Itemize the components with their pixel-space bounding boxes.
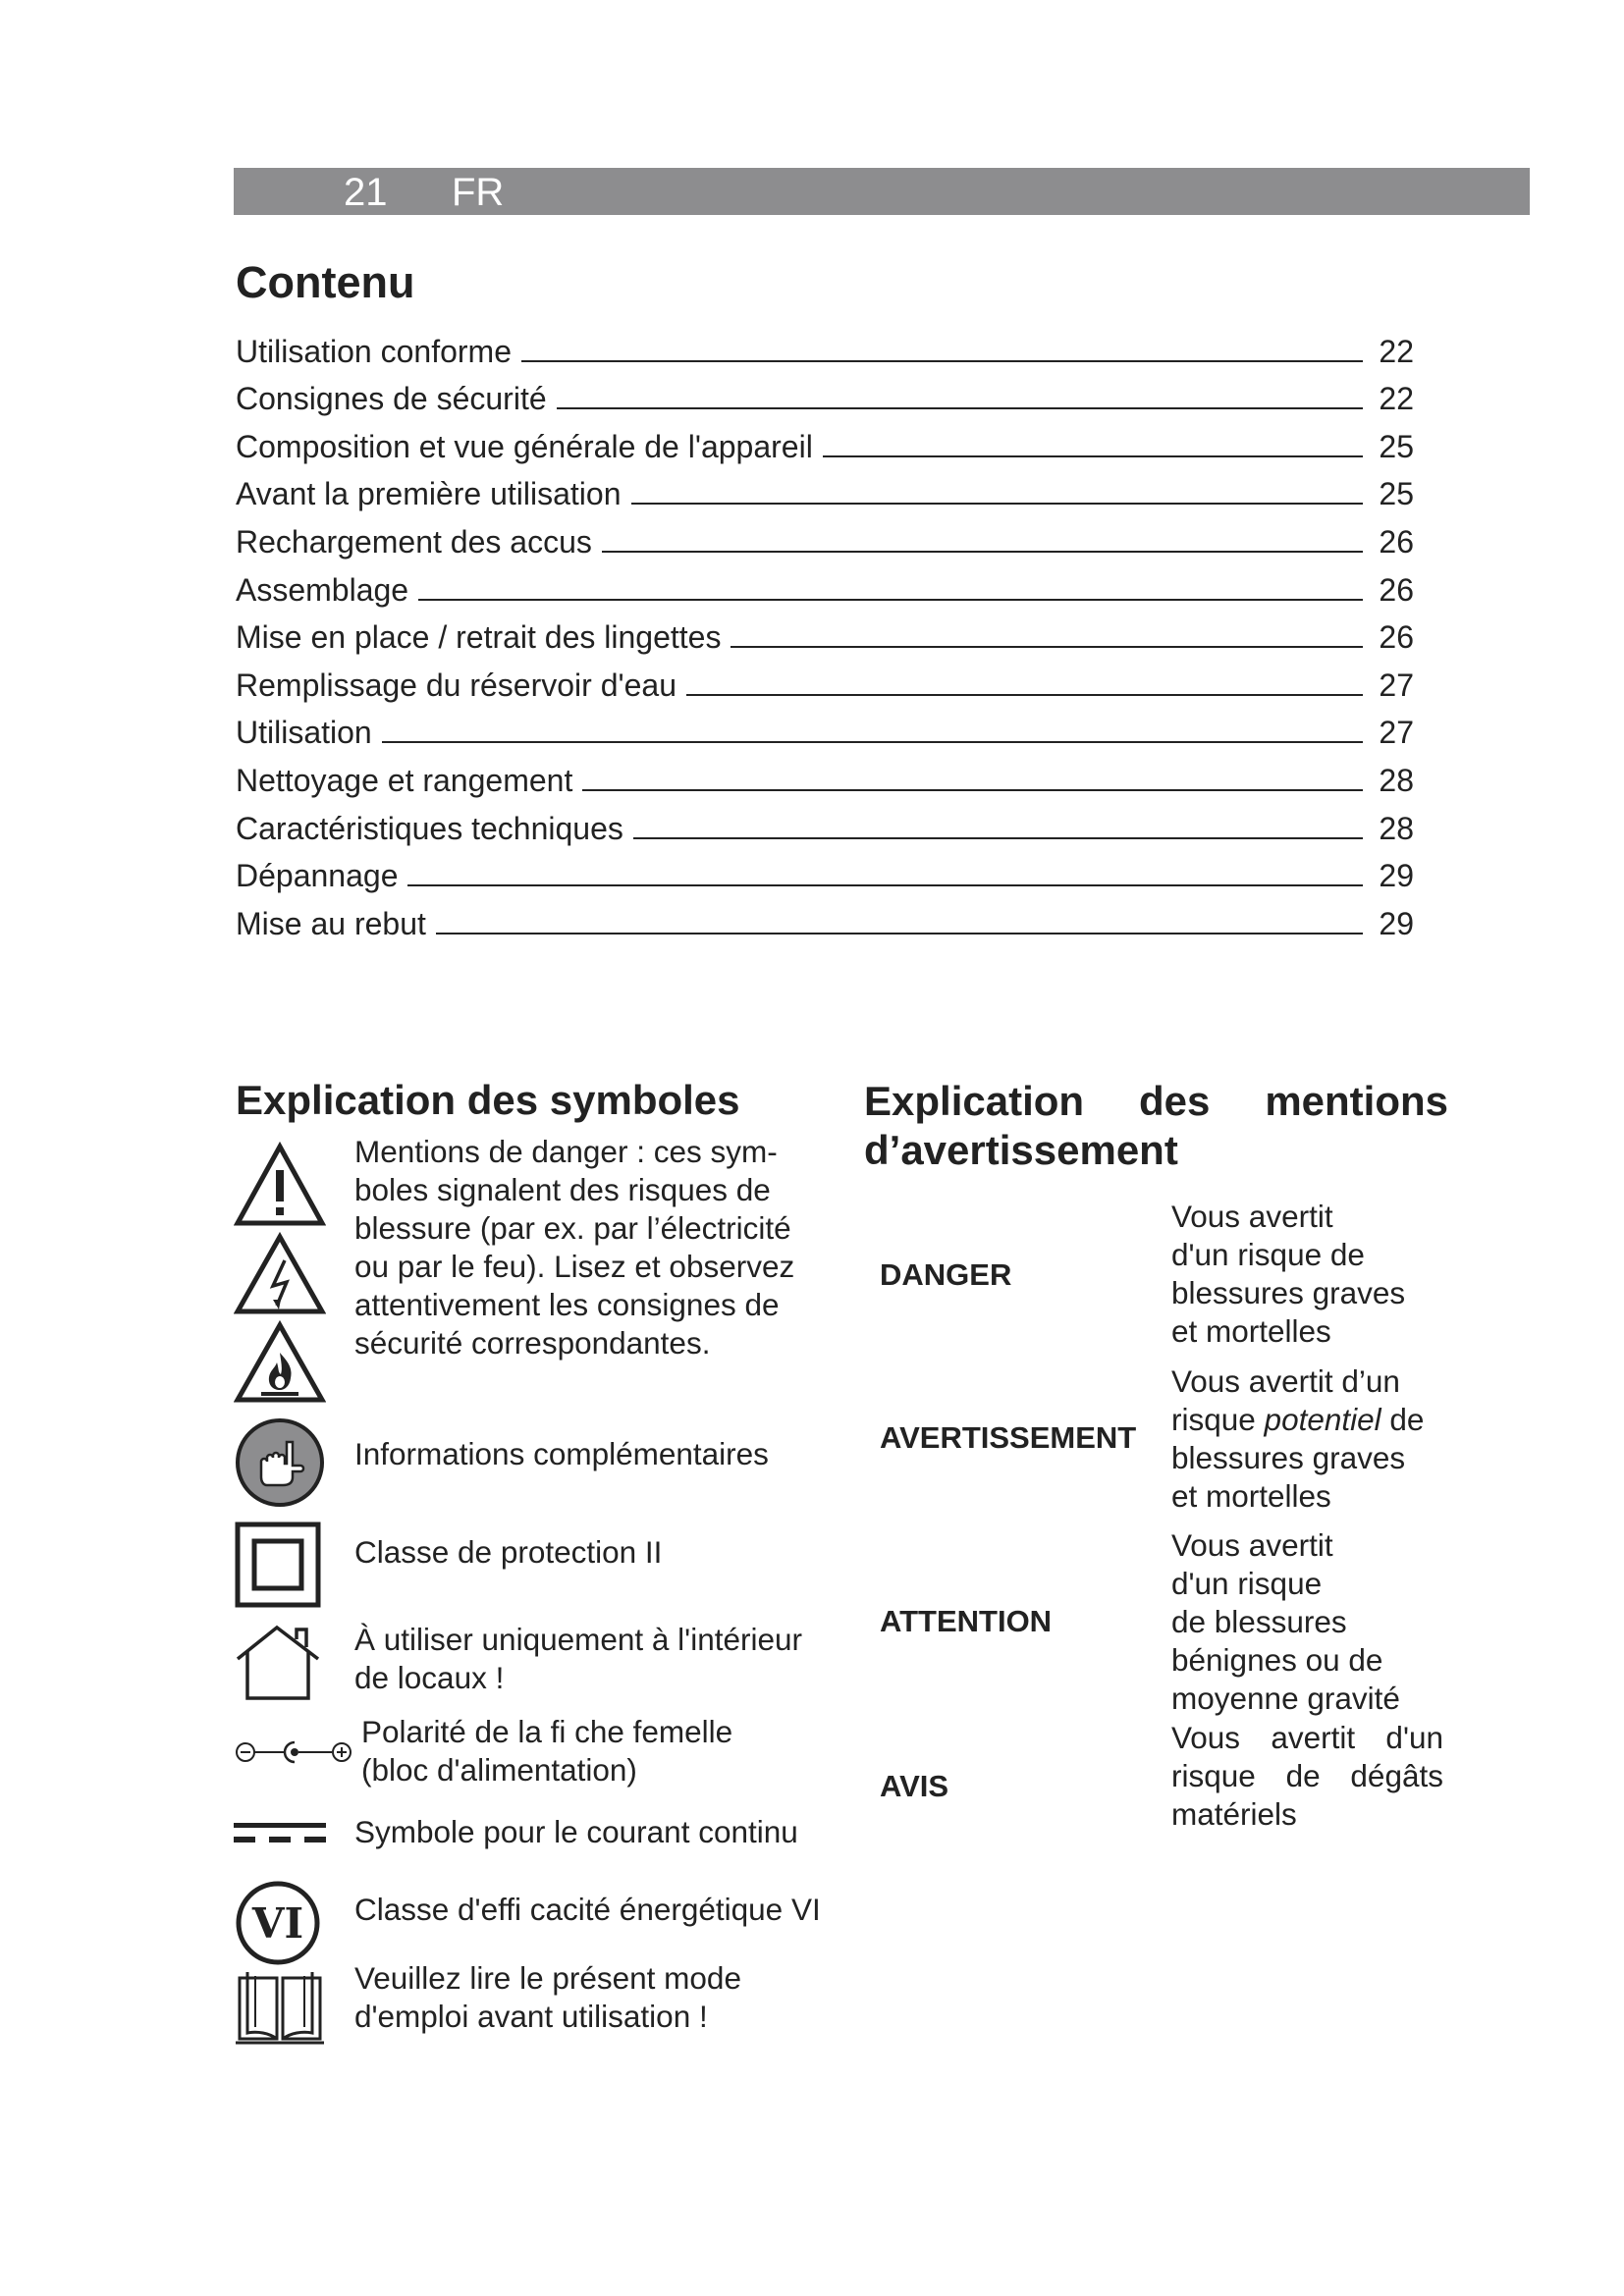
toc-entry [236,656,1414,704]
toc-entry-label: Remplissage du réservoir d'eau [236,667,677,703]
toc-entry-page: 25 [1379,476,1414,512]
toc-entry-page: 28 [1379,762,1414,798]
toc-leader-line [582,789,1363,791]
toc-entry-page: 29 [1379,858,1414,894]
efficiency-text [354,1891,821,1929]
toc-entry-label: Mise en place / retrait des lingettes [236,619,722,656]
toc-leader-line [633,837,1363,839]
electric-hazard-icon [234,1231,326,1320]
symbol-text-line: sécurité correspondantes. [354,1325,711,1361]
protection-class-ii-icon [234,1521,322,1614]
toc-entry [236,704,1414,752]
toc-leader-line [686,694,1363,696]
desc-line: d'un risque [1171,1566,1323,1601]
warnings-title [864,1077,1448,1175]
toc-leader-line [418,599,1363,601]
desc-line: Vous avertit [1171,1199,1333,1234]
toc-entry-page: 22 [1379,333,1414,369]
toc-entry-label: Rechargement des accus [236,523,592,560]
warning-desc-avis [1171,1719,1443,1834]
symbol-text-line: blessure (par ex. par l’électricité [354,1210,791,1246]
warnings-title-word-1: Explication [864,1078,1085,1124]
toc-entry [236,847,1414,895]
symbol-text-line: boles signalent des risques de [354,1172,771,1207]
toc-entry [236,512,1414,561]
desc-line: blessures graves [1171,1440,1406,1475]
symbol-text-line: Polarité de la fi che femelle [361,1714,733,1749]
warning-desc-attention [1171,1526,1400,1718]
warning-label-danger: DANGER [880,1257,1012,1292]
symbol-text-line: d'emploi avant utilisation ! [354,1999,708,2034]
toc-leader-line [557,407,1363,409]
warning-label-avertissement: AVERTISSEMENT [880,1420,1137,1455]
symbol-text-line: (bloc d'alimentation) [361,1752,637,1788]
symbol-text-line: attentivement les consignes de [354,1287,780,1322]
symbols-title: Explication des symboles [236,1077,740,1123]
direct-current-icon [234,1823,326,1849]
toc-leader-line [521,360,1363,362]
toc-title: Contenu [236,257,415,307]
toc-entry-label: Assemblage [236,571,409,608]
toc-entry [236,894,1414,942]
toc-entry-page: 22 [1379,381,1414,417]
protection-class-text [354,1533,662,1572]
warnings-title-line-2: d’avertissement [864,1127,1178,1173]
desc-line: Vous avertit [1171,1527,1333,1563]
toc-entry [236,417,1414,465]
desc-line: d'un risque de [1171,1237,1365,1272]
warning-triangle-icon [234,1141,326,1232]
indoor-use-text [354,1621,802,1697]
desc-line: bénignes ou de [1171,1642,1383,1678]
warnings-title-word-3: mentions [1265,1078,1448,1124]
desc-line: et mortelles [1171,1478,1331,1514]
symbol-text-line: Informations complémentaires [354,1436,769,1471]
toc-entry-page: 26 [1379,619,1414,656]
toc-entry-label: Nettoyage et rangement [236,762,573,798]
symbol-text-line: de locaux ! [354,1660,505,1695]
warning-desc-avertissement [1171,1362,1424,1516]
table-of-contents [236,322,1414,942]
toc-entry-label: Caractéristiques techniques [236,810,623,846]
toc-leader-line [436,933,1363,934]
desc-line: moyenne gravité [1171,1681,1400,1716]
danger-symbols-text [354,1133,794,1362]
toc-entry [236,751,1414,799]
toc-entry [236,799,1414,847]
symbol-text-line: Mentions de danger : ces sym- [354,1134,778,1169]
warning-desc-danger [1171,1198,1405,1351]
symbol-text-line: Symbole pour le courant continu [354,1814,798,1849]
toc-leader-line [823,455,1363,457]
toc-leader-line [631,503,1364,505]
symbol-text-line: ou par le feu). Lisez et observez [354,1249,795,1284]
desc-line: et mortelles [1171,1313,1331,1349]
toc-entry-label: Avant la première utilisation [236,476,622,512]
warning-label-attention: ATTENTION [880,1604,1053,1638]
toc-entry-page: 26 [1379,571,1414,608]
toc-entry [236,561,1414,609]
emphasis-potentiel: potentiel [1264,1402,1381,1437]
efficiency-badge-text: VI [251,1899,304,1948]
toc-leader-line [731,646,1363,648]
symbol-text-line: Classe de protection II [354,1534,663,1570]
toc-entry-label: Composition et vue générale de l'appareil [236,428,813,464]
warnings-title-word-2: des [1139,1078,1211,1124]
manual-book-icon [234,1966,326,2052]
desc-line: Vous avertit d’un [1171,1363,1400,1399]
page-header-bar [234,168,1530,215]
fire-hazard-icon [234,1319,326,1409]
toc-entry-page: 26 [1379,523,1414,560]
toc-entry-page: 25 [1379,428,1414,464]
toc-leader-line [407,884,1363,886]
polarity-text [361,1713,732,1789]
toc-entry-page: 27 [1379,667,1414,703]
desc-line: risque de dégâts [1171,1758,1443,1793]
warning-label-avis: AVIS [880,1769,949,1803]
toc-leader-line [602,551,1363,553]
toc-entry-page: 29 [1379,905,1414,941]
toc-entry-page: 27 [1379,715,1414,751]
desc-line: de blessures [1171,1604,1347,1639]
symbol-text-line: Classe d'effi cacité énergétique VI [354,1892,821,1927]
toc-entry-label: Mise au rebut [236,905,426,941]
direct-current-text [354,1813,798,1851]
toc-entry-label: Utilisation [236,715,372,751]
toc-leader-line [382,741,1363,743]
language-code: FR [452,171,505,214]
manual-text [354,1959,741,2036]
symbol-text-line: Veuillez lire le présent mode [354,1960,741,1996]
toc-entry-label: Utilisation conforme [236,333,512,369]
polarity-icon [234,1739,355,1770]
indoor-house-icon [234,1624,324,1707]
desc-line: Vous avertit d'un [1171,1720,1443,1755]
page-number: 21 [344,171,388,214]
desc-line: blessures graves [1171,1275,1406,1310]
symbol-text-line: À utiliser uniquement à l'intérieur [354,1622,802,1657]
toc-entry-page: 28 [1379,810,1414,846]
toc-entry [236,465,1414,513]
desc-line: matériels [1171,1796,1297,1832]
toc-entry-label: Consignes de sécurité [236,381,547,417]
desc-line: risque potentiel de [1171,1402,1425,1437]
toc-entry [236,609,1414,657]
toc-entry [236,322,1414,370]
toc-entry-label: Dépannage [236,858,399,894]
info-symbol-text [354,1435,769,1473]
toc-entry [236,370,1414,418]
hand-info-icon [234,1416,326,1514]
efficiency-vi-icon [234,1879,322,1972]
